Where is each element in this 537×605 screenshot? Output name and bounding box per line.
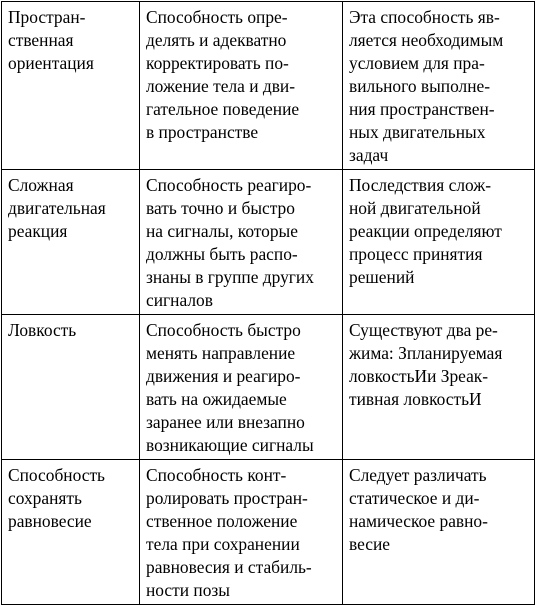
definition-cell: [140, 315, 343, 460]
text-line: возникающие сигналы: [146, 435, 314, 455]
text-line: Способность: [8, 465, 105, 485]
text-line: жима: Зпланируемая: [349, 343, 503, 363]
ability-cell: [2, 170, 140, 315]
text-line: статическое и ди-: [349, 488, 480, 508]
text-line: задач: [349, 145, 389, 165]
text-line: Следует различать: [349, 465, 487, 485]
note-cell: [343, 315, 535, 460]
text-line: реакции определяют: [349, 221, 502, 241]
text-line: реакция: [8, 221, 68, 241]
note-cell: [343, 2, 535, 170]
text-line: Простран-: [8, 7, 86, 27]
text-line: ния пространствен-: [349, 99, 495, 119]
text-line: ственная: [8, 30, 74, 50]
text-line: должны быть распо-: [146, 244, 298, 264]
text-line: движения и реагиро-: [146, 366, 301, 386]
text-line: корректировать по-: [146, 53, 289, 73]
definition-cell: [140, 170, 343, 315]
text-line: ориентация: [8, 53, 94, 73]
table-row: [2, 2, 535, 170]
text-line: знаны в группе других: [146, 267, 314, 287]
text-line: весие: [349, 534, 391, 554]
text-line: менять направление: [146, 343, 296, 363]
text-line: процесс принятия: [349, 244, 483, 264]
note-cell: [343, 460, 535, 605]
text-line: ных двигательных: [349, 122, 486, 142]
abilities-table: [1, 1, 535, 605]
text-line: Способность реагиро-: [146, 175, 312, 195]
text-line: гательное поведение: [146, 99, 300, 119]
text-line: тела при сохранении: [146, 534, 300, 554]
text-line: решений: [349, 267, 415, 287]
text-line: вать точно и быстро: [146, 198, 295, 218]
text-line: Ловкость: [8, 320, 77, 340]
text-line: равновесие: [8, 511, 92, 531]
definition-cell: [140, 2, 343, 170]
ability-cell: [2, 315, 140, 460]
text-line: ролировать простран-: [146, 488, 308, 508]
ability-cell: [2, 2, 140, 170]
text-line: ности позы: [146, 580, 230, 600]
table-row: [2, 170, 535, 315]
text-line: намическое равно-: [349, 511, 488, 531]
text-line: на сигналы, которые: [146, 221, 298, 241]
text-line: заранее или внезапно: [146, 412, 305, 432]
text-line: Способность быстро: [146, 320, 301, 340]
text-line: ной двигательной: [349, 198, 481, 218]
table-body: [2, 2, 535, 605]
note-cell: [343, 170, 535, 315]
text-line: вильного выполне-: [349, 76, 491, 96]
table-row: [2, 315, 535, 460]
text-line: равновесия и стабиль-: [146, 557, 312, 577]
table-row: [2, 460, 535, 605]
text-line: Эта способность яв-: [349, 7, 500, 27]
text-line: Существуют два ре-: [349, 320, 498, 340]
text-line: двигательная: [8, 198, 106, 218]
ability-cell: [2, 460, 140, 605]
text-line: Сложная: [8, 175, 74, 195]
text-line: ложение тела и дви-: [146, 76, 296, 96]
text-line: Способность опре-: [146, 7, 288, 27]
text-line: сигналов: [146, 290, 213, 310]
text-line: в пространстве: [146, 122, 259, 142]
text-line: вать на ожидаемые: [146, 389, 287, 409]
text-line: сохранять: [8, 488, 82, 508]
text-line: ляется необходимым: [349, 30, 504, 50]
text-line: Последствия слож-: [349, 175, 492, 195]
text-line: тивная ловкостьИ: [349, 389, 482, 409]
text-line: условием для пра-: [349, 53, 485, 73]
text-line: делять и адекватно: [146, 30, 287, 50]
text-line: Способность конт-: [146, 465, 287, 485]
definition-cell: [140, 460, 343, 605]
text-line: ловкостьИи Зреак-: [349, 366, 489, 386]
text-line: ственное положение: [146, 511, 298, 531]
